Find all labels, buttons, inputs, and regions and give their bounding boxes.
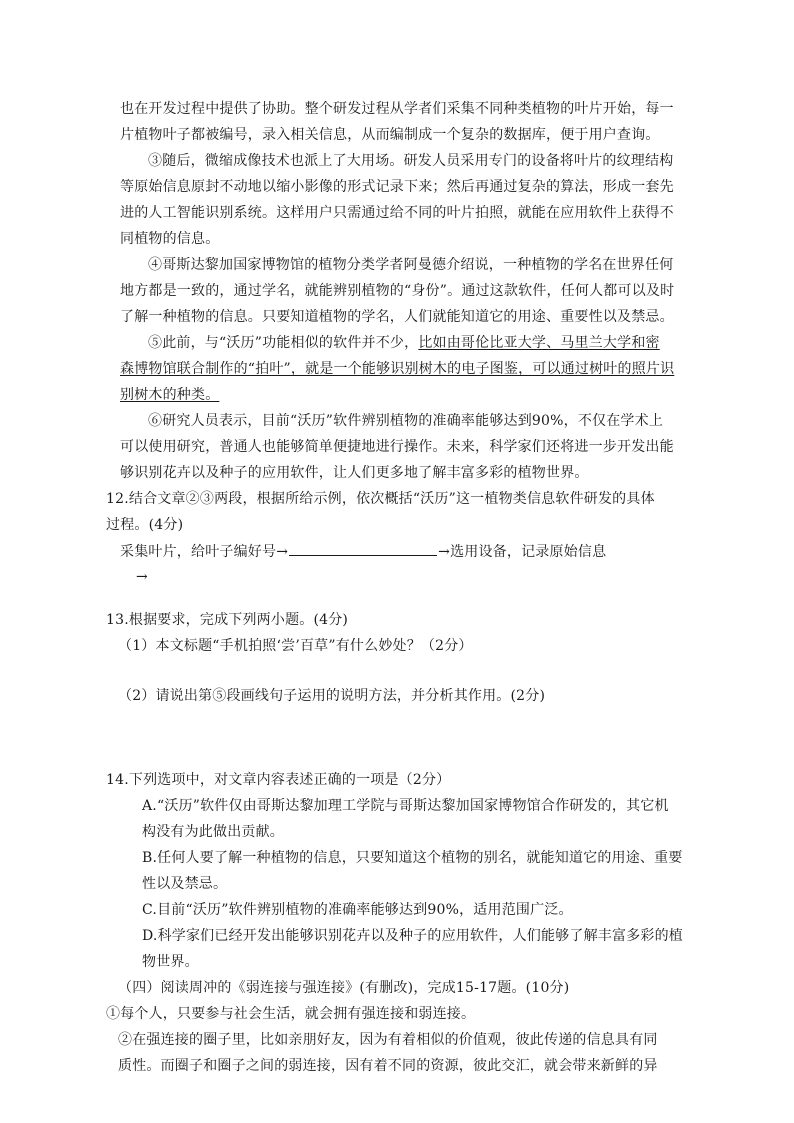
option-b: B.任何人要了解一种植物的信息，只要知道这个植物的别名，就能知道它的用途、重要 bbox=[142, 850, 683, 866]
paragraph-5-line bbox=[148, 335, 660, 351]
paragraph-4-line: 地方都是一致的，通过学名，就能辨别植物的“身份”。通过这款软件，任何人都可以及时 bbox=[120, 283, 675, 299]
paragraph-3-line: 同植物的信息。 bbox=[120, 231, 220, 247]
section-4-title: （四）阅读周冲的《弱连接与强连接》(有删改)，完成15-17题。(10分) bbox=[118, 980, 570, 996]
underlined-sentence: 森博物馆联合制作的“拍叶”，就是一个能够识别树木的电子图鉴，可以通过树叶的照片识 bbox=[120, 361, 675, 377]
question-12-title: 12.结合文章②③两段，根据所给示例，依次概括“沃历”这一植物类信息软件研发的具体 bbox=[106, 491, 655, 507]
paragraph-5-text: ⑤此前，与“沃历”功能相似的软件并不少， bbox=[148, 335, 419, 351]
option-a: 构没有为此做出贡献。 bbox=[142, 824, 284, 840]
question-12-steps bbox=[120, 543, 606, 560]
paragraph-3-line: 等原始信息原封不动地以缩小影像的形式记录下来；然后再通过复杂的算法，形成一套先 bbox=[120, 179, 674, 195]
question-13-title: 13.根据要求，完成下列两小题。(4分) bbox=[106, 612, 349, 628]
paragraph-2-line: 片植物叶子都被编号，录入相关信息，从而编制成一个复杂的数据库，便于用户查询。 bbox=[120, 127, 660, 143]
section-4-paragraph-1: ①每个人，只要参与社会生活，就会拥有强连接和弱连接。 bbox=[106, 1006, 476, 1022]
option-a: A.“沃历”软件仅由哥斯达黎加理工学院与哥斯达黎加国家博物馆合作研发的，其它机 bbox=[142, 798, 669, 814]
step-1-text: 采集叶片，给叶子编好号 bbox=[120, 544, 277, 560]
paragraph-3-line: ③随后，微缩成像技术也派上了大用场。研发人员采用专门的设备将叶片的纹理结构 bbox=[148, 153, 674, 169]
question-12-title: 过程。(4分) bbox=[106, 517, 184, 533]
question-13-sub-2: （2）请说出第⑤段画线句子运用的说明方法，并分析其作用。(2分) bbox=[118, 688, 546, 704]
option-c: C.目前“沃历”软件辨别植物的准确率能够达到90%，适用范围广泛。 bbox=[142, 902, 573, 918]
paragraph-2-line: 也在开发过程中提供了协助。整个研发过程从学者们采集不同种类植物的叶片开始，每一 bbox=[120, 101, 674, 117]
option-d: 物世界。 bbox=[142, 954, 199, 970]
paragraph-6-line: 可以使用研究，普通人也能够简单便捷地进行操作。未来，科学家们还将进一步开发出能 bbox=[120, 439, 674, 455]
paragraph-4-line: ④哥斯达黎加国家博物馆的植物分类学者阿曼德介绍说，一种植物的学名在世界任何 bbox=[148, 257, 674, 273]
step-3-text: 选用设备，记录原始信息 bbox=[450, 544, 607, 560]
option-d: D.科学家们已经开发出能够识别花卉以及种子的应用软件，人们能够了解丰富多彩的植 bbox=[142, 928, 683, 944]
paragraph-6-line: ⑥研究人员表示，目前“沃历”软件辨别植物的准确率能够达到90%，不仅在学术上 bbox=[148, 413, 664, 429]
underlined-sentence: 比如由哥伦比亚大学、马里兰大学和密 bbox=[418, 335, 660, 351]
answer-blank-field[interactable] bbox=[289, 543, 437, 556]
question-14-title: 14.下列选项中，对文章内容表述正确的一项是（2分） bbox=[106, 772, 451, 788]
arrow-right-icon: → bbox=[276, 544, 289, 560]
question-13-sub-1: （1）本文标题“手机拍照‘尝’百草”有什么妙处？（2分） bbox=[118, 638, 473, 654]
underlined-sentence: 别树木的种类。 bbox=[120, 387, 220, 403]
option-b: 性以及禁忌。 bbox=[142, 876, 228, 892]
paragraph-3-line: 进的人工智能识别系统。这样用户只需通过给不同的叶片拍照，就能在应用软件上获得不 bbox=[120, 205, 674, 221]
paragraph-4-line: 了解一种植物的信息。只要知道植物的学名，人们就能知道它的用途、重要性以及禁忌。 bbox=[120, 309, 674, 325]
arrow-right-icon: → bbox=[136, 569, 148, 585]
paragraph-6-line: 够识别花卉以及种子的应用软件，让人们更多地了解丰富多彩的植物世界。 bbox=[120, 465, 589, 481]
arrow-right-icon: → bbox=[438, 544, 451, 560]
section-4-paragraph-2: 质性。而圈子和圈子之间的弱连接，因有着不同的资源，彼此交汇，就会带来新鲜的异 bbox=[118, 1058, 658, 1074]
section-4-paragraph-2: ②在强连接的圈子里，比如亲朋好友，因为有着相似的价值观，彼此传递的信息具有同 bbox=[118, 1032, 658, 1048]
